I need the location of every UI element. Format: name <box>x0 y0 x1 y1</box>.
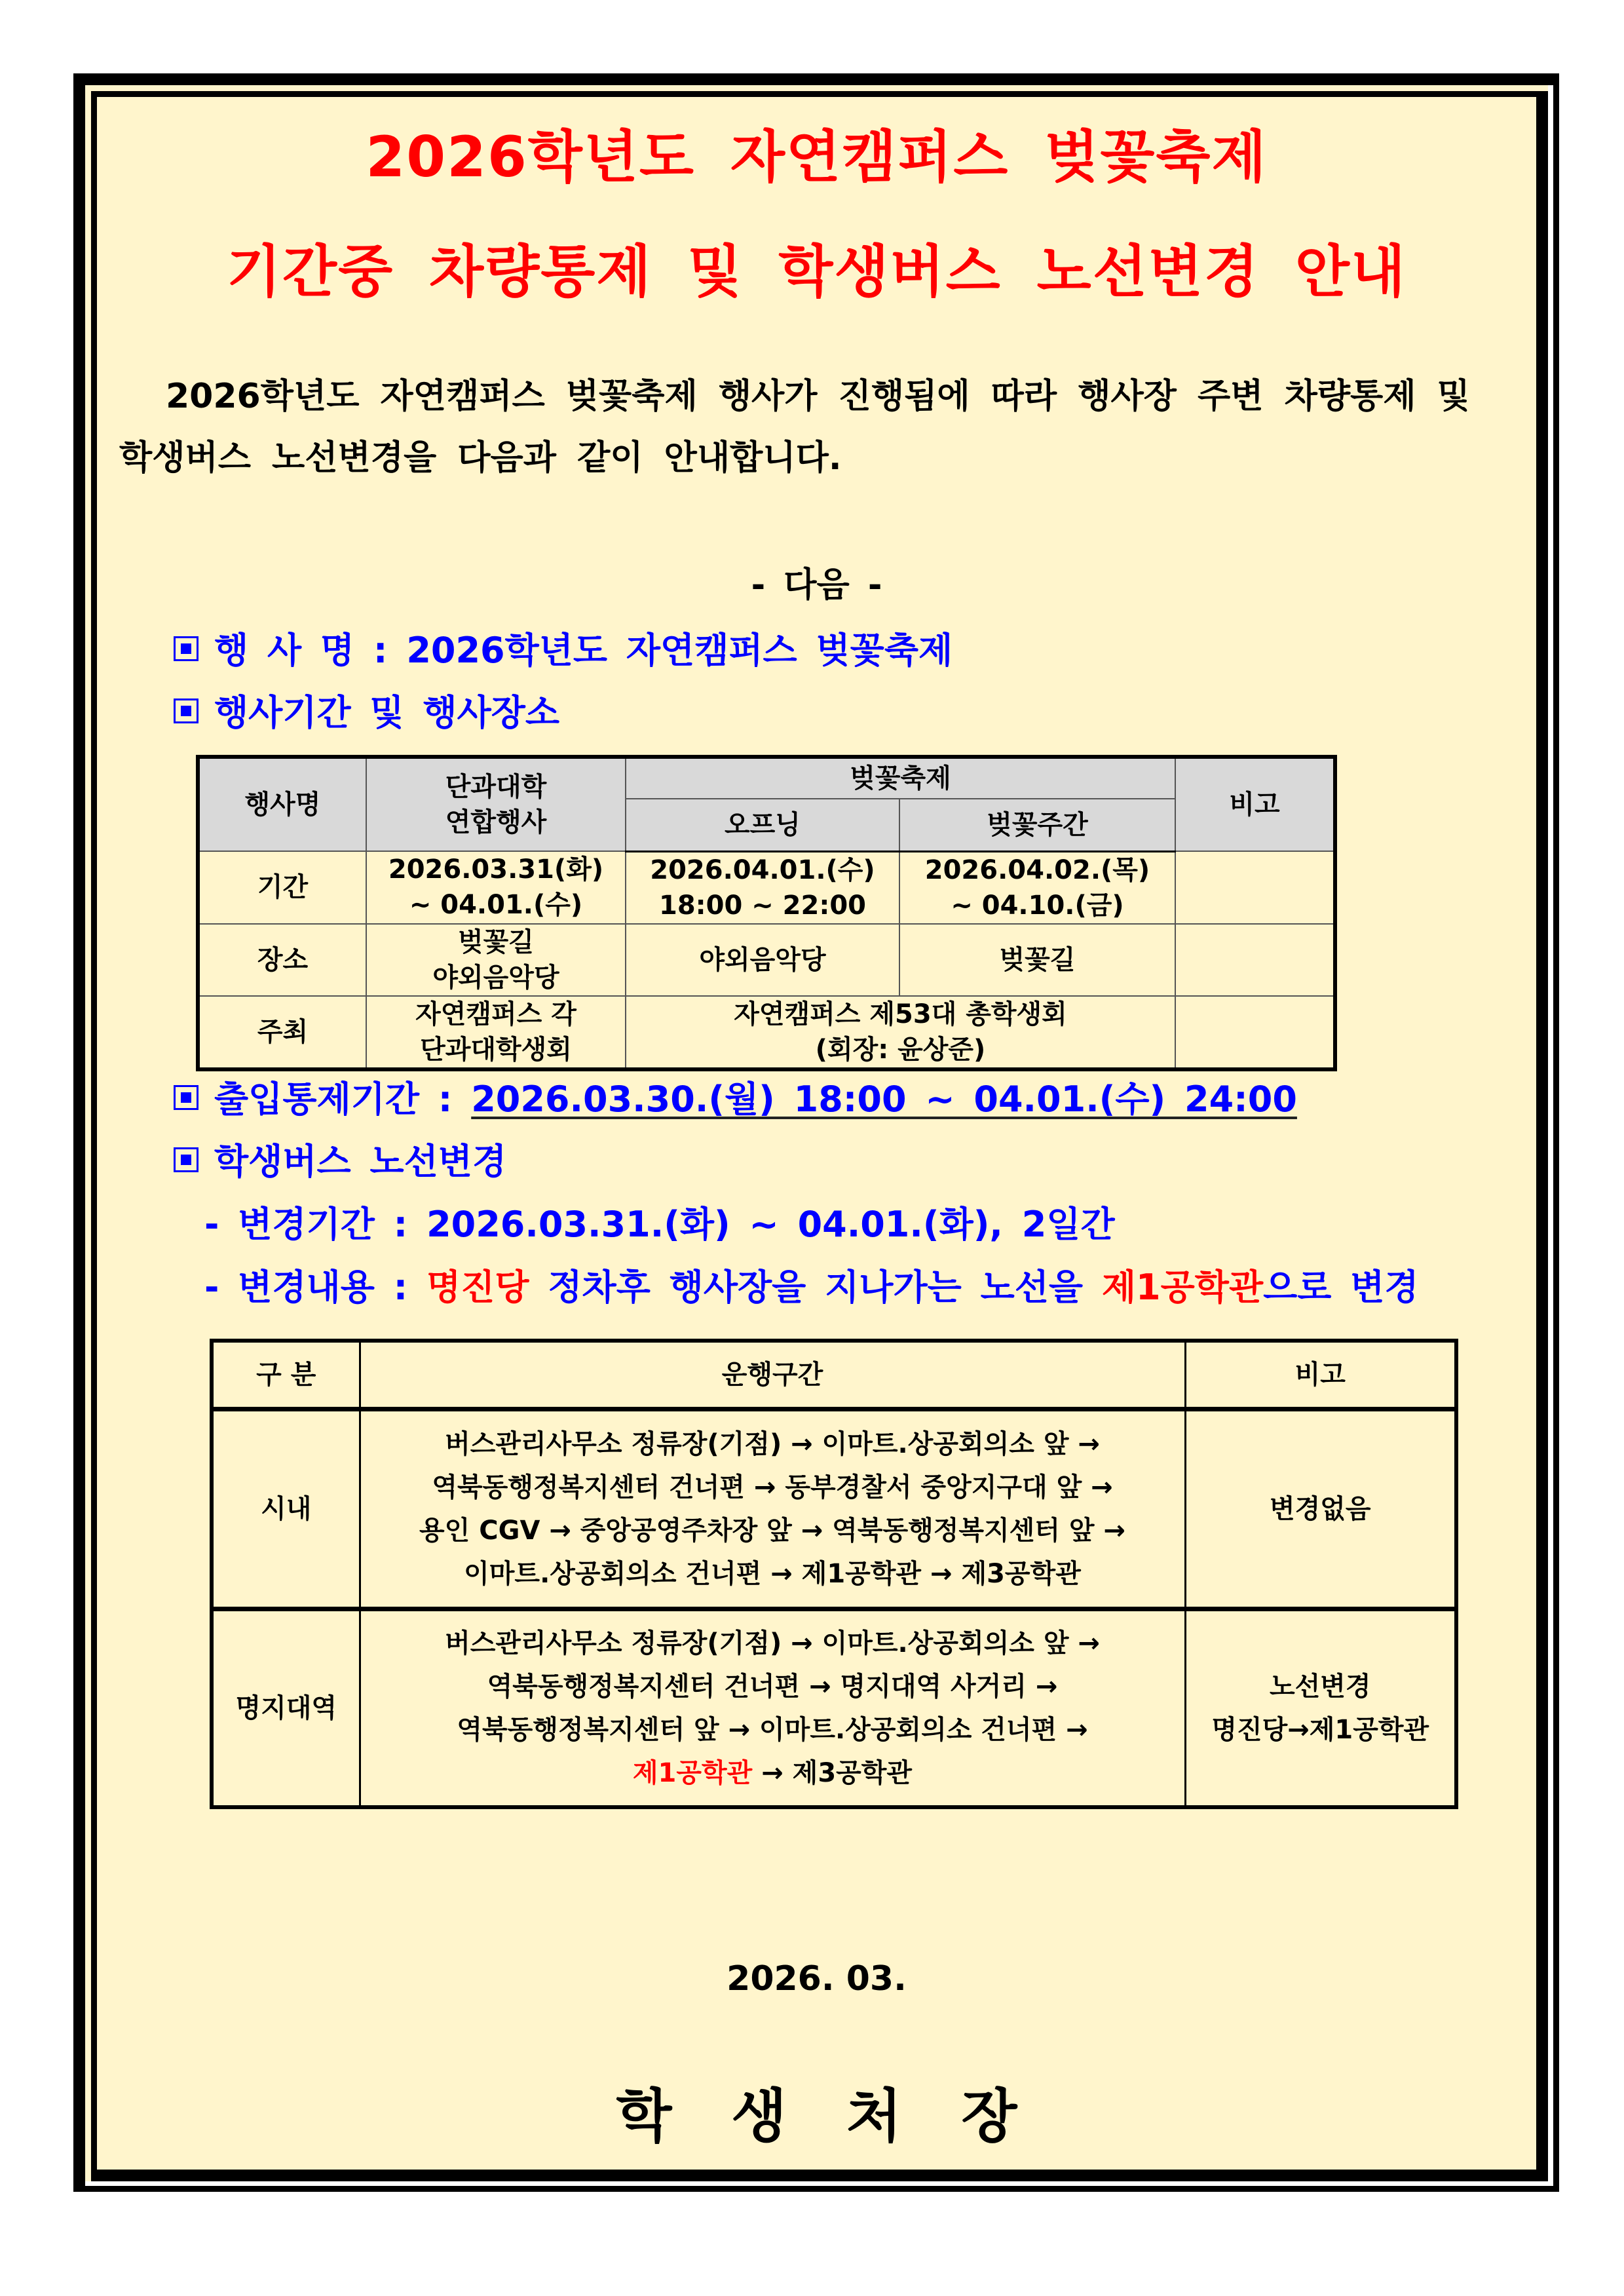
access-control-label: 출입통제기간 : <box>214 1079 453 1120</box>
cell-line: 자연캠퍼스 제53대 총학생회 <box>734 999 1067 1029</box>
square-bullet-icon <box>174 1147 198 1172</box>
header-festival: 벚꽃축제 <box>626 757 1175 799</box>
event-schedule-table <box>196 755 1337 1071</box>
square-bullet-icon <box>174 698 198 723</box>
host-college <box>366 996 626 1069</box>
header-opening: 오프닝 <box>626 799 899 851</box>
cell-line: 야외음악당 <box>432 962 559 993</box>
row-label: 장소 <box>198 924 366 996</box>
title-line-2: 기간중 차량통제 및 학생버스 노선변경 안내 <box>226 239 1407 305</box>
change-content-label: - 변경내용 : <box>204 1267 408 1308</box>
cell-line: 자연캠퍼스 각 <box>415 999 576 1029</box>
section-event-name <box>174 622 953 673</box>
table-row-place <box>198 924 1335 996</box>
note-line: 노선변경 <box>1269 1671 1371 1702</box>
route-line: 역북동행정복지센터 건너편 → 명지대역 사거리 → <box>487 1671 1058 1702</box>
route-line <box>361 1751 1184 1795</box>
intro-line-1: 2026학년도 자연캠퍼스 벚꽃축제 행사가 진행됨에 따라 행사장 주변 차량통제 및 <box>166 377 1470 416</box>
bus-route-change-label: 학생버스 노선변경 <box>214 1141 507 1182</box>
cell-line: 18:00 ~ 22:00 <box>658 890 866 921</box>
cell-line: 벚꽃길 <box>458 927 534 957</box>
period-festival-week <box>899 851 1175 924</box>
table-row-myongji-station <box>212 1609 1456 1807</box>
table-row-period <box>198 851 1335 924</box>
section-event-period-place <box>174 685 559 735</box>
period-opening <box>626 851 899 924</box>
cell-line: 2026.04.02.(목) <box>924 854 1150 885</box>
route-highlight-stop: 제1공학관 <box>632 1757 753 1788</box>
event-name-label: 행 사 명 : <box>214 630 388 671</box>
note-myongji-station <box>1185 1609 1456 1807</box>
route-myongji-station <box>360 1609 1185 1807</box>
next-heading: - 다음 - <box>751 565 882 605</box>
change-content <box>204 1259 1419 1310</box>
header-college-line1: 단과대학 <box>445 772 547 802</box>
change-period <box>204 1196 1115 1247</box>
access-control-value: 2026.03.30.(월) 18:00 ~ 04.01.(수) 24:00 <box>471 1079 1297 1120</box>
intro-line-2: 학생버스 노선변경을 다음과 같이 안내합니다. <box>119 438 842 478</box>
header-note: 비고 <box>1185 1341 1456 1409</box>
header-category: 구 분 <box>212 1341 360 1409</box>
cell-line: 2026.03.31(화) <box>388 854 604 885</box>
route-line: 버스관리사무소 정류장(기점) → 이마트.상공회의소 앞 → <box>445 1428 1100 1459</box>
host-note <box>1175 996 1335 1069</box>
header-note: 비고 <box>1175 757 1335 851</box>
change-period-value: 2026.03.31.(화) ~ 04.01.(화), 2일간 <box>426 1204 1115 1245</box>
route-line: 이마트.상공회의소 건너편 → 제1공학관 → 제3공학관 <box>464 1558 1081 1589</box>
section-bus-route-change <box>174 1134 506 1184</box>
row-label: 주최 <box>198 996 366 1069</box>
category-city: 시내 <box>212 1409 360 1609</box>
route-city <box>360 1409 1185 1609</box>
place-opening: 야외음악당 <box>626 924 899 996</box>
bus-route-table <box>210 1339 1458 1809</box>
table-row-city <box>212 1409 1456 1609</box>
cell-line: ~ 04.01.(수) <box>409 890 583 921</box>
square-bullet-icon <box>174 636 198 661</box>
row-label: 기간 <box>198 851 366 924</box>
category-myongji-station: 명지대역 <box>212 1609 360 1807</box>
change-period-label: - 변경기간 : <box>204 1204 408 1245</box>
place-note <box>1175 924 1335 996</box>
route-line: 역북동행정복지센터 건너편 → 동부경찰서 중앙지구대 앞 → <box>432 1472 1113 1502</box>
route-line: 역북동행정복지센터 앞 → 이마트.상공회의소 건너편 → <box>457 1714 1088 1745</box>
host-festival <box>626 996 1175 1069</box>
cell-line: (회장: 윤상준) <box>815 1034 986 1065</box>
square-bullet-icon <box>174 1085 198 1110</box>
header-event: 행사명 <box>198 757 366 851</box>
footer-issuer: 학 생 처 장 <box>616 2082 1017 2150</box>
place-festival-week: 벚꽃길 <box>899 924 1175 996</box>
title-line-1: 2026학년도 자연캠퍼스 벚꽃축제 <box>366 124 1268 190</box>
change-content-middle: 정차후 행사장을 지나가는 노선을 <box>529 1267 1102 1308</box>
note-city: 변경없음 <box>1185 1409 1456 1609</box>
header-festival-week: 벚꽃주간 <box>899 799 1175 851</box>
header-route: 운행구간 <box>360 1341 1185 1409</box>
header-college-line2: 연합행사 <box>445 807 547 837</box>
change-content-end: 으로 변경 <box>1263 1267 1419 1308</box>
cell-line: 단과대학생회 <box>420 1034 572 1065</box>
route-line: 버스관리사무소 정류장(기점) → 이마트.상공회의소 앞 → <box>445 1628 1100 1658</box>
change-content-origin: 명진당 <box>426 1267 529 1308</box>
section-access-control <box>174 1071 1297 1122</box>
route-line: 용인 CGV → 중앙공영주차장 앞 → 역북동행정복지센터 앞 → <box>419 1515 1125 1546</box>
change-content-destination: 제1공학관 <box>1101 1267 1264 1308</box>
event-period-place-label: 행사기간 및 행사장소 <box>214 692 560 733</box>
event-name-value: 2026학년도 자연캠퍼스 벚꽃축제 <box>406 630 953 671</box>
cell-line: ~ 04.10.(금) <box>951 890 1124 921</box>
period-college <box>366 851 626 924</box>
table-row-host <box>198 996 1335 1069</box>
route-last-rest: → 제3공학관 <box>752 1757 913 1788</box>
place-college <box>366 924 626 996</box>
header-college <box>366 757 626 851</box>
footer-date: 2026. 03. <box>727 1959 907 1999</box>
cell-line: 2026.04.01.(수) <box>650 854 875 885</box>
note-line: 명진당→제1공학관 <box>1211 1714 1429 1745</box>
period-note <box>1175 851 1335 924</box>
